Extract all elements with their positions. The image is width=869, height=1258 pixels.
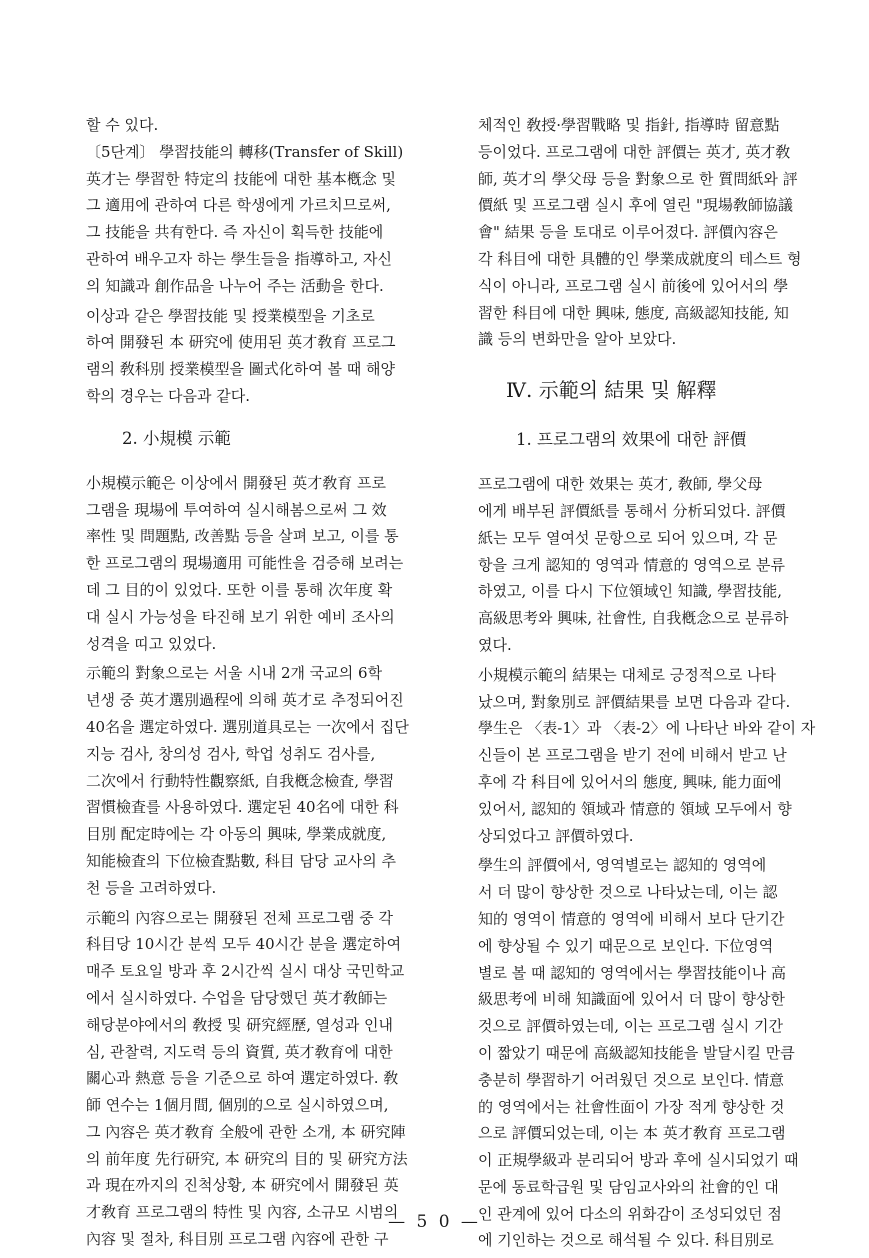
text-line: 할 수 있다. xyxy=(86,116,159,134)
right-column xyxy=(478,112,838,1257)
text-line: 目別 配定時에는 각 아동의 興味, 學業成就度, xyxy=(86,825,387,844)
text-line: 知的 영역이 情意的 영역에 비해서 보다 단기간 xyxy=(478,909,785,928)
text-line: 率性 및 問題點, 改善點 등을 살펴 보고, 이를 통 xyxy=(86,527,399,546)
paragraph xyxy=(86,905,446,1253)
text-line: 學生은 〈表-1〉과 〈表-2〉에 나타난 바와 같이 자 xyxy=(478,719,816,738)
text-line: 것으로 評價하였는데, 이는 프로그램 실시 기간 xyxy=(478,1017,783,1036)
text-line: 해당분야에서의 敎授 및 研究經歷, 열성과 인내 xyxy=(86,1015,393,1034)
section-heading: Ⅳ. 示範의 結果 및 解釋 xyxy=(506,378,717,403)
text-line: 價紙 및 프로그램 실시 후에 열린 "現場敎師協議 xyxy=(478,196,793,215)
text-line: 그 內容은 英才敎育 全般에 관한 소개, 本 研究陣 xyxy=(86,1122,406,1141)
text-line: 상되었다고 評價하였다. xyxy=(478,826,634,845)
paragraph xyxy=(478,852,838,1254)
text-line: 관하여 배우고자 하는 學生들을 指導하고, 자신 xyxy=(86,249,392,268)
text-line: 났으며, 對象別로 評價結果를 보면 다음과 같다. xyxy=(478,692,791,711)
text-line: 서 더 많이 향상한 것으로 나타났는데, 이는 認 xyxy=(478,883,778,902)
text-line: 에 기인하는 것으로 해석될 수 있다. 科目別로 xyxy=(478,1231,774,1250)
text-line: 그 適用에 관하여 다른 학생에게 가르치므로써, xyxy=(86,196,391,215)
paragraph xyxy=(86,470,446,658)
text-line: 으로 評價되었는데, 이는 本 英才敎育 프로그램 xyxy=(478,1124,786,1143)
paragraph xyxy=(86,112,446,300)
text-line: 에게 배부된 評價紙를 통해서 分析되었다. 評價 xyxy=(478,501,786,520)
paragraph xyxy=(478,112,838,353)
text-line: 學生의 評價에서, 영역별로는 認知的 영역에 xyxy=(478,856,767,875)
text-line: 40名을 選定하였다. 選別道具로는 一次에서 집단 xyxy=(86,717,409,736)
text-line: 체적인 敎授·學習戰略 및 指針, 指導時 留意點 xyxy=(478,116,780,134)
text-line: 師, 英才의 學父母 등을 對象으로 한 質問紙와 評 xyxy=(478,169,798,188)
text-line: 지능 검사, 창의성 검사, 학업 성취도 검사를, xyxy=(86,744,376,763)
text-line: 小規模示範의 結果는 대체로 긍정적으로 나타 xyxy=(478,665,776,684)
text-line: 하여 開發된 本 研究에 使用된 英才敎育 프로그 xyxy=(86,333,396,352)
text-line: 習慣檢査를 사용하였다. 選定된 40名에 대한 科 xyxy=(86,798,399,817)
text-line: 二次에서 行動特性觀察紙, 自我槪念檢査, 學習 xyxy=(86,771,394,790)
text-line: 인 관계에 있어 다소의 위화감이 조성되었던 점 xyxy=(478,1204,782,1223)
text-line: 데 그 目的이 있었다. 또한 이를 통해 次年度 확 xyxy=(86,580,393,599)
text-line: 학의 경우는 다음과 같다. xyxy=(86,386,250,405)
text-line: 內容 및 절차, 科目別 프로그램 內容에 관한 구 xyxy=(86,1230,389,1249)
text-line: 후에 각 科目에 있어서의 態度, 興味, 能力面에 xyxy=(478,772,782,791)
text-line: 關心과 熱意 등을 기준으로 하여 選定하였다. 敎 xyxy=(86,1069,399,1088)
text-line: 하였고, 이를 다시 下位領域인 知識, 學習技能, xyxy=(478,582,783,601)
text-line: 년생 중 英才選別過程에 의해 英才로 추정되어진 xyxy=(86,691,404,710)
text-line: 識 등의 변화만을 알아 보았다. xyxy=(478,330,677,349)
text-line: 그 技能을 共有한다. 즉 자신이 획득한 技能에 xyxy=(86,223,384,242)
text-line: 별로 볼 때 認知的 영역에서는 學習技能이나 高 xyxy=(478,963,787,982)
text-line: 한 프로그램의 現場適用 可能性을 검증해 보려는 xyxy=(86,554,404,573)
paragraph xyxy=(478,471,838,659)
text-line: 문에 동료학급원 및 담임교사와의 社會的인 대 xyxy=(478,1177,779,1196)
text-line: 식이 아니라, 프로그램 실시 前後에 있어서의 學 xyxy=(478,276,789,295)
text-line: 級思考에 비해 知識面에 있어서 더 많이 향상한 xyxy=(478,990,785,1009)
text-line: 紙는 모두 열여섯 문항으로 되어 있으며, 각 문 xyxy=(478,528,778,547)
text-line: 이 짧았기 때문에 高級認知技能을 발달시킬 만큼 xyxy=(478,1043,795,1062)
text-line: 심, 관찰력, 지도력 등의 資質, 英才敎育에 대한 xyxy=(86,1042,393,1061)
text-line: 에서 실시하였다. 수업을 담당했던 英才敎師는 xyxy=(86,988,388,1007)
paragraph xyxy=(86,303,446,410)
text-line: 프로그램에 대한 效果는 英才, 敎師, 學父母 xyxy=(478,475,763,494)
text-line: 신들이 본 프로그램을 받기 전에 비해서 받고 난 xyxy=(478,746,787,765)
text-line: 있어서, 認知的 領域과 情意的 領域 모두에서 향 xyxy=(478,799,792,818)
page-number: — 5 0 — xyxy=(388,1212,481,1232)
text-line: 知能檢査의 下位檢査點數, 科目 담당 교사의 추 xyxy=(86,851,397,870)
text-line: 천 등을 고려하였다. xyxy=(86,878,217,897)
text-line: 충분히 學習하기 어려웠던 것으로 보인다. 情意 xyxy=(478,1070,784,1089)
text-line: 示範의 對象으로는 서울 시내 2개 국교의 6학 xyxy=(86,664,383,683)
subsection-heading: 2. 小規模 示範 xyxy=(122,428,231,448)
text-line: 英才는 學習한 特定의 技能에 대한 基本槪念 및 xyxy=(86,169,397,188)
text-line: 이 正規學級과 분리되어 방과 후에 실시되었기 때 xyxy=(478,1151,799,1170)
text-line: 科目당 10시간 분씩 모두 40시간 분을 選定하여 xyxy=(86,935,402,954)
text-line: 과 現在까지의 진척상황, 本 研究에서 開發된 英 xyxy=(86,1176,399,1195)
paragraph xyxy=(478,662,838,850)
text-line: 會" 結果 등을 토대로 이루어졌다. 評價內容은 xyxy=(478,223,778,242)
text-line: 의 知識과 創作品을 나누어 주는 活動을 한다. xyxy=(86,276,384,295)
text-line: 대 실시 가능성을 타진해 보기 위한 예비 조사의 xyxy=(86,607,395,626)
left-column xyxy=(86,112,446,1256)
text-line: 高級思考와 興味, 社會性, 自我槪念으로 분류하 xyxy=(478,609,789,628)
text-line: 램의 敎科別 授業模型을 圖式化하여 볼 때 해양 xyxy=(86,360,396,379)
paragraph xyxy=(86,660,446,901)
text-line: 항을 크게 認知的 영역과 情意的 영역으로 분류 xyxy=(478,555,785,574)
text-line: 각 科目에 대한 具體的인 學業成就度의 테스트 형 xyxy=(478,249,802,268)
text-line: 的 영역에서는 社會性面이 가장 적게 향상한 것 xyxy=(478,1097,785,1116)
text-line: 의 前年度 先行研究, 本 研究의 目的 및 研究方法 xyxy=(86,1149,408,1168)
text-line: 성격을 띠고 있었다. xyxy=(86,634,217,653)
text-line: 였다. xyxy=(478,635,512,654)
text-line: 그램을 現場에 투여하여 실시해봄으로써 그 效 xyxy=(86,500,387,519)
text-line: 師 연수는 1個月間, 個別的으로 실시하였으며, xyxy=(86,1096,389,1115)
text-line: 才敎育 프로그램의 特性 및 內容, 소규모 시범의 xyxy=(86,1203,399,1222)
text-line: 에 향상될 수 있기 때문으로 보인다. 下位영역 xyxy=(478,936,774,955)
text-line: 〔5단계〕 學習技能의 轉移(Transfer of Skill) xyxy=(86,142,404,161)
text-line: 매주 토요일 방과 후 2시간씩 실시 대상 국민학교 xyxy=(86,962,405,981)
subsection-heading: 1. 프로그램의 效果에 대한 評價 xyxy=(516,430,747,450)
text-line: 習한 科目에 대한 興味, 態度, 高級認知技能, 知 xyxy=(478,303,789,322)
text-line: 示範의 內容으로는 開發된 전체 프로그램 중 각 xyxy=(86,908,393,927)
text-line: 小規模示範은 이상에서 開發된 英才敎育 프로 xyxy=(86,473,386,492)
text-line: 이상과 같은 學習技能 및 授業模型을 기초로 xyxy=(86,306,375,325)
text-line: 등이었다. 프로그램에 대한 評價는 英才, 英才敎 xyxy=(478,142,791,161)
